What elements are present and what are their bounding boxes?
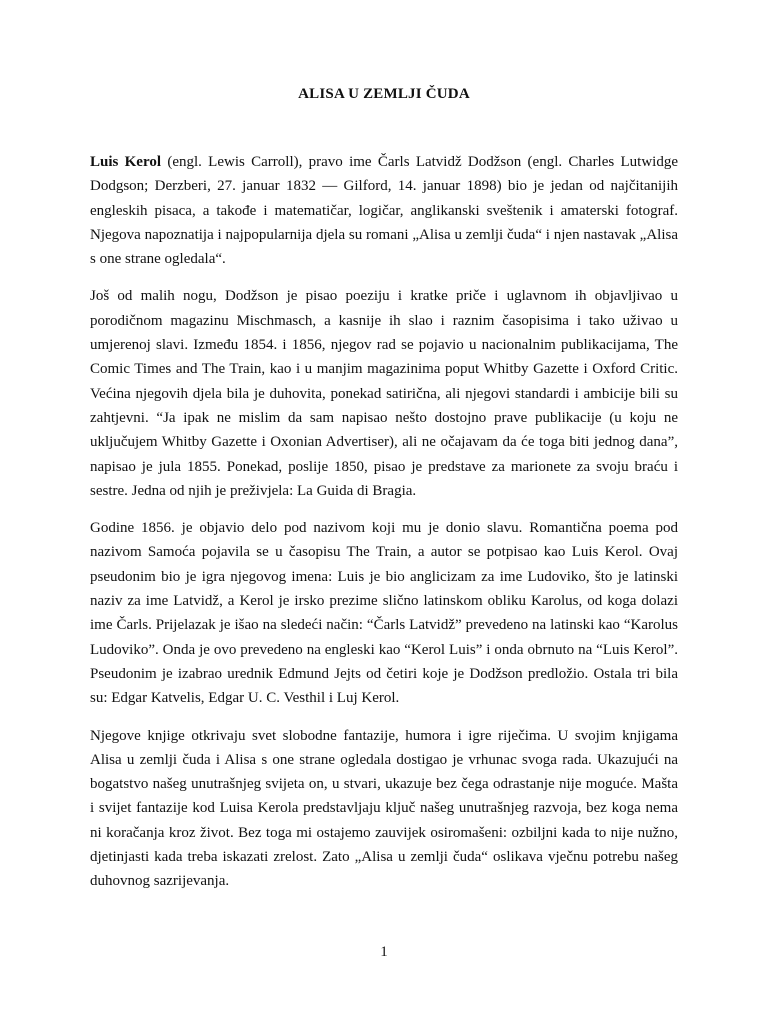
page-number: 1 (380, 944, 388, 960)
document-body (90, 150, 678, 907)
paragraph-1 (90, 150, 678, 271)
paragraph-2: Još od malih nogu, Dodžson je pisao poeziju i kratke priče i uglavnom ih objavljivao u porodičnom magazinu Mischmasch, a kasnije ih slao i raznim časopisima i tako uživao u umjerenoj slavi. Između 1854. i 1856, njegov rad se pojavio u nacionalnim publikacijama, The Comic Times and The Train, kao i u manjim magazinima poput Whitby Gazette i Oxford Critic. Većina njegovih djela bila je duhovita, ponekad satirična, ali njegovi standardi i ambicije bili su zahtjevni. “Ja ipak ne mislim da sam napisao nešto dostojno prave publikacije (u koju ne uključujem Whitby Gazette i Oxonian Advertiser), ali ne očajavam da će toga biti jednog dana”, napisao je jula 1855. Ponekad, poslije 1850, pisao je predstave za marionete za svoju braću i sestre. Jedna od njih je preživjela: La Guida di Bragia. (90, 288, 678, 499)
document-title: ALISA U ZEMLJI ČUDA (298, 86, 470, 102)
author-name-bold: Luis Kerol (90, 154, 162, 170)
paragraph-4: Njegove knjige otkrivaju svet slobodne fantazije, humora i igre riječima. U svojim knjigama Alisa u zemlji čuda i Alisa s one strane ogledala dostigao je vrhunac svoga rada. Ukazujući na bogatstvo našeg unutrašnjeg svijeta on, u stvari, ukazuje bez čega odrastanje nije moguće. Mašta i svijet fantazije kod Luisa Kerola predstavljaju ključ našeg unutrašnjeg razvoja, bez koga nema ni koračanja kroz život. Bez toga mi ostajemo zauvijek osiromašeni: ozbiljni kada to nije nužno, djetinjasti kada treba iskazati zrelost. Zato „Alisa u zemlji čuda“ oslikava vječnu potrebu našeg duhovnog sazrijevanja. (90, 727, 678, 890)
paragraph-3: Godine 1856. je objavio delo pod nazivom koji mu je donio slavu. Romantična poema pod nazivom Samoća pojavila se u časopisu The Train, a autor se potpisao kao Luis Kerol. Ovaj pseudonim bio je igra njegovog imena: Luis je bio anglicizam za ime Ludoviko, što je latinski naziv za ime Latvidž, a Kerol je irsko prezime slično latinskom obliku Karolus, od koga dolazi ime Čarls. Prijelazak je išao na sledeći način: “Čarls Latvidž” prevedeno na latinski kao “Karolus Ludoviko”. Onda je ovo prevedeno na engleski kao “Kerol Luis” i onda obrnuto na “Luis Kerol”. Pseudonim je izabrao urednik Edmund Jejts od četiri koje je Dodžson predložio. Ostala tri bila su: Edgar Katvelis, Edgar U. C. Vesthil i Luj Kerol. (90, 520, 678, 707)
paragraph-1-text: (engl. Lewis Carroll), pravo ime Čarls Latvidž Dodžson (engl. Charles Lutwidge Dodgson; Derzberi, 27. januar 1832 — Gilford, 14. januar 1898) bio je jedan od najčitanijih engleskih pisaca, a takođe i matematičar, logičar, anglikanski sveštenik i amaterski fotograf. Njegova napoznatija i najpopularnija djela su romani „Alisa u zemlji čuda“ i njen nastavak „Alisa s one strane ogledala“. (90, 154, 678, 268)
